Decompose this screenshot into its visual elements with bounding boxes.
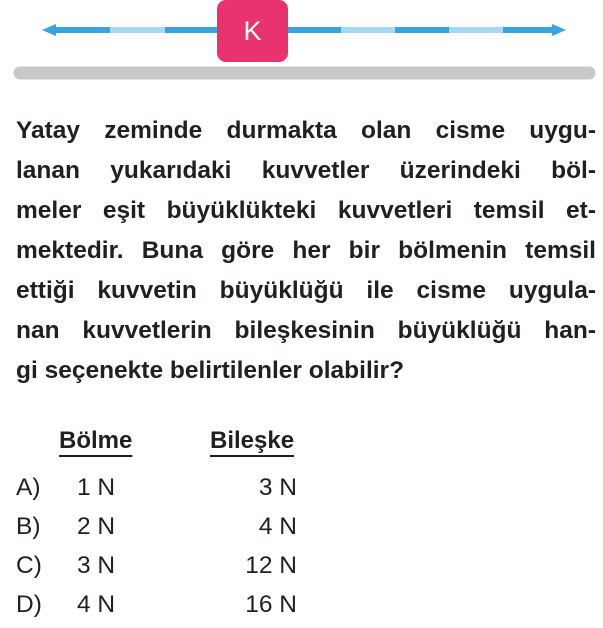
question-line: ettiği kuvvetin büyüklüğü ile cisme uygula- xyxy=(16,277,596,304)
right-arrow-segment-2 xyxy=(341,27,395,33)
question-line: mektedir. Buna göre her bir bölmenin temsil xyxy=(16,237,596,264)
option-bileske-value: 16 N xyxy=(245,591,297,618)
option-bileske-value: 12 N xyxy=(245,552,297,579)
right-arrow-segment-1 xyxy=(288,27,341,33)
question-line: gi seçenekte belirtilenler olabilir? xyxy=(16,357,405,384)
right-arrow-segment-3 xyxy=(395,27,449,33)
force-diagram xyxy=(0,0,603,90)
option-bolme-value: 2 N xyxy=(77,513,116,540)
left-force-arrow xyxy=(42,24,217,36)
question-line: nan kuvvetlerin bileşkesinin büyüklüğü han- xyxy=(16,317,596,344)
option-bolme-value: 4 N xyxy=(77,591,116,618)
left-arrow-segment-1 xyxy=(55,27,110,33)
left-arrow-segment-2 xyxy=(110,27,165,33)
question-line: meler eşit büyüklükteki kuvvetleri temsil et- xyxy=(16,197,596,224)
option-letter: B) xyxy=(16,513,41,540)
option-letter: C) xyxy=(16,552,42,579)
left-arrow-head xyxy=(42,24,56,36)
object-k-label: K xyxy=(243,15,262,46)
left-arrow-segment-3 xyxy=(165,27,217,33)
right-force-arrow xyxy=(288,24,566,36)
option-letter: A) xyxy=(16,474,41,501)
header-bolme: Bölme xyxy=(59,427,133,454)
right-arrow-segment-5 xyxy=(503,27,554,33)
question-text xyxy=(16,111,596,391)
option-letter: D) xyxy=(16,591,42,618)
object-k xyxy=(217,0,288,62)
option-bolme-value: 1 N xyxy=(77,474,116,501)
option-bolme-value: 3 N xyxy=(77,552,116,579)
right-arrow-head xyxy=(552,24,566,36)
header-bileske: Bileşke xyxy=(210,427,295,454)
question-line: Yatay zeminde durmakta olan cisme uygu- xyxy=(16,117,596,144)
option-bileske-value: 3 N xyxy=(258,474,297,501)
question-line: lanan yukarıdaki kuvvetler üzerindeki böl- xyxy=(16,157,596,184)
option-bileske-value: 4 N xyxy=(258,513,297,540)
right-arrow-segment-4 xyxy=(449,27,503,33)
